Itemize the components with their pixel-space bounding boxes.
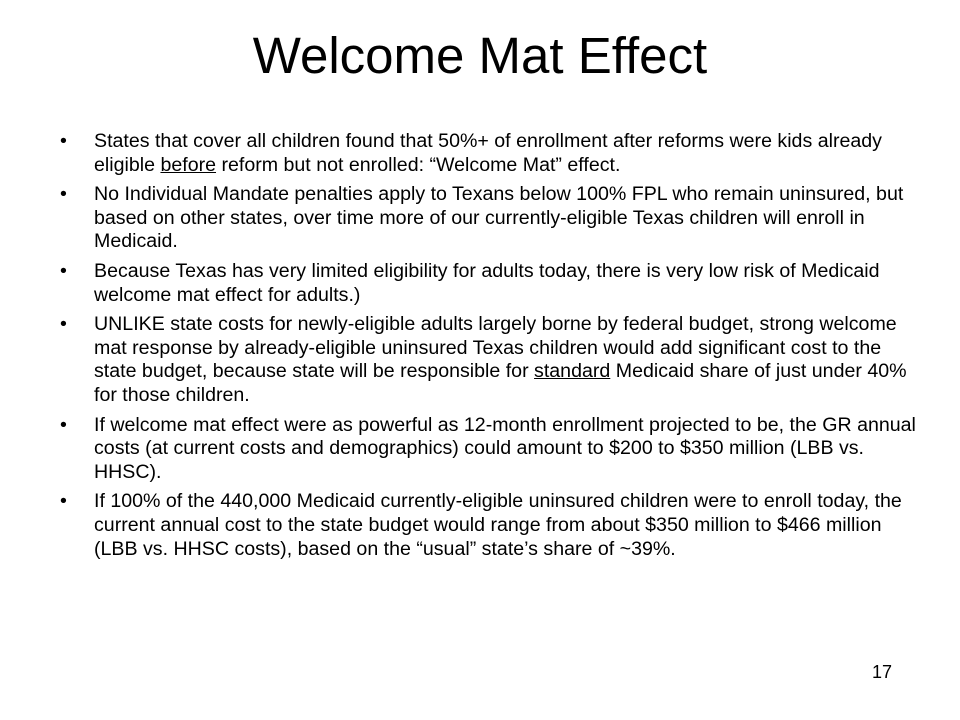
bullet-text: reform but not enrolled: “Welcome Mat” effect.: [216, 153, 621, 176]
bullet-marker: •: [60, 259, 67, 282]
bullet-item: [60, 130, 920, 177]
bullet-text: Because Texas has very limited eligibility for adults today, there is very low risk of Medicaid welcome mat effect for adults.): [94, 259, 880, 306]
underlined-text: standard: [534, 360, 611, 383]
bullet-item: [60, 414, 920, 485]
bullet-item: [60, 490, 920, 561]
bullet-text: Medicaid share of just under 40% for those children.: [94, 360, 907, 406]
bullet-item: [60, 260, 920, 307]
bullet-text: If 100% of the 440,000 Medicaid currently-eligible uninsured children were to enroll today, the current annual cost to the state budget would range from about $350 million to $466 million (LBB vs. HHSC costs), based on the “usual” state’s share of ~39%.: [94, 490, 902, 560]
slide-title: Welcome Mat Effect: [252, 27, 708, 84]
bullet-marker: •: [60, 130, 67, 152]
bullet-marker: •: [60, 413, 67, 436]
bullet-item: [60, 183, 920, 254]
bullet-text: No Individual Mandate penalties apply to Texans below 100% FPL who remain uninsured, but based on other states, over time more of our currently-eligible Texas children will enroll in Medicaid.: [94, 183, 904, 253]
bullet-item: [60, 313, 920, 407]
bullet-marker: •: [60, 490, 67, 513]
bullet-list: [60, 130, 920, 567]
bullet-text: States that cover all children found that 50%+ of enrollment after reforms were kids already eligible: [94, 130, 882, 176]
page-number: 17: [871, 662, 892, 682]
bullet-marker: •: [60, 183, 67, 206]
bullet-text: UNLIKE state costs for newly-eligible adults largely borne by federal budget, strong welcome mat response by already-eligible uninsured Texas children would add significant cost to the state budget, because state will be responsible for: [94, 313, 897, 383]
bullet-marker: •: [60, 313, 67, 336]
bullet-text: If welcome mat effect were as powerful as 12-month enrollment projected to be, the GR annual costs (at current costs and demographics) could amount to $200 to $350 million (LBB vs. HHSC).: [94, 413, 916, 483]
underlined-text: before: [160, 153, 217, 176]
